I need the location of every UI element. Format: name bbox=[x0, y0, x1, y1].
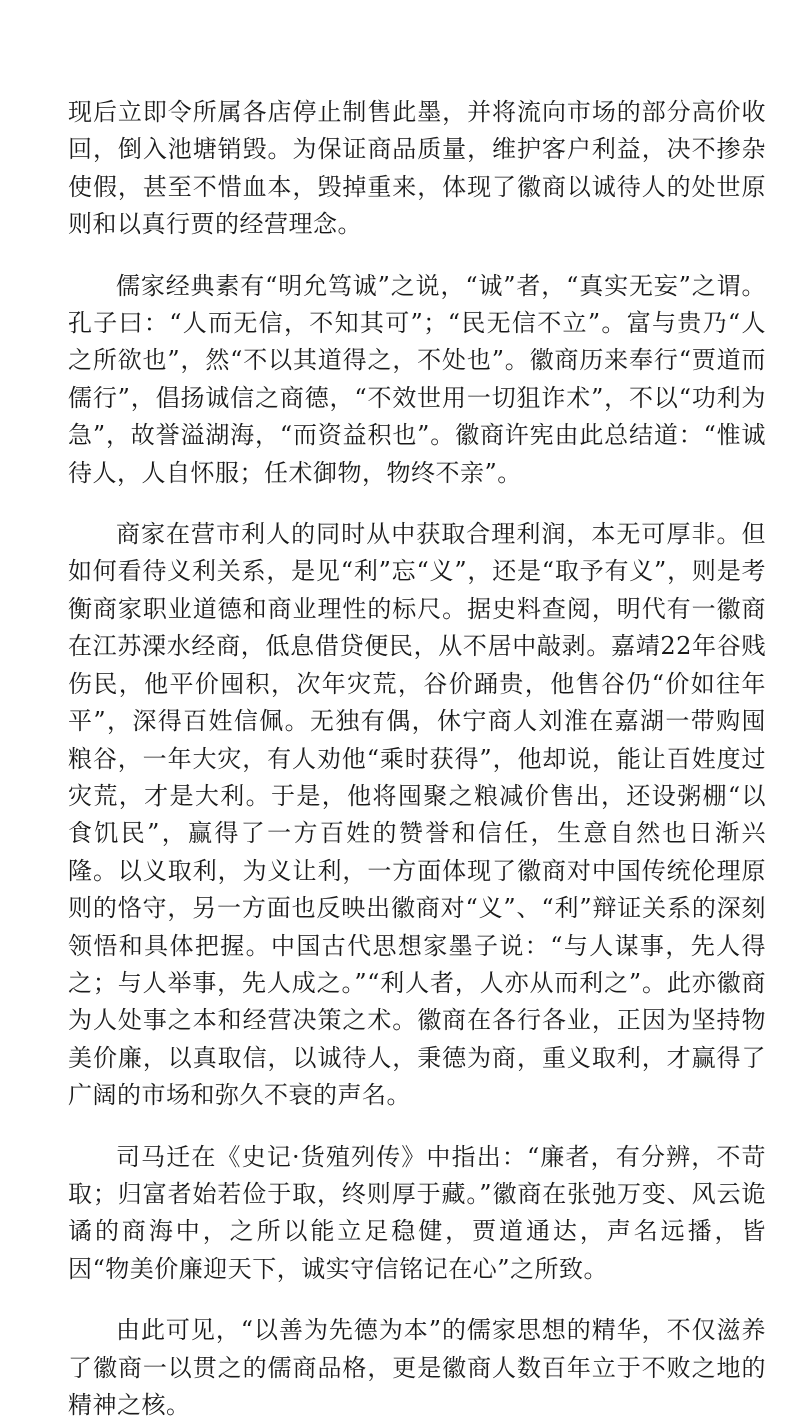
paragraph-continued: 现后立即令所属各店停止制售此墨，并将流向市场的部分高价收回，倒入池塘销毁。为保证商品质量，维护客户利益，决不掺杂使假，甚至不惜血本，毁掉重来，体现了徽商以诚待人的处世原则和以真行贾的经营理念。 bbox=[68, 98, 766, 239]
article-body bbox=[68, 94, 766, 1424]
paragraph-conclusion: 由此可见，“以善为先德为本”的儒家思想的精华，不仅滋养了徽商一以贯之的儒商品格，更是徽商人数百年立于不败之地的精神之核。 bbox=[68, 1316, 766, 1419]
paragraph-confucian-honesty: 儒家经典素有“明允笃诚”之说，“诚”者，“真实无妄”之谓。孔子曰：“人而无信，不知其可”；“民无信不立”。富与贵乃“人之所欲也”，然“不以其道得之，不处也”。徽商历来奉行“贾道而儒行”，倡扬诚信之商德，“不效世用一切狙诈术”，不以“功利为急”，故誉溢湖海，“而资益积也”。徽商许宪由此总结道：“惟诚待人，人自怀服；任术御物，物终不亲”。 bbox=[68, 271, 766, 487]
paragraph-sima-qian: 司马迁在《史记·货殖列传》中指出：“廉者，有分辨，不苛取；归富者始若俭于取，终则厚于藏。”徽商在张弛万变、风云诡谲的商海中，之所以能立足稳健，贾道通达，声名远播，皆因“物美价廉迎天下，诚实守信铭记在心”之所致。 bbox=[68, 1142, 766, 1283]
paragraph-righteousness-profit: 商家在营市利人的同时从中获取合理利润，本无可厚非。但如何看待义利关系，是见“利”忘“义”，还是“取予有义”，则是考衡商家职业道德和商业理性的标尺。据史料查阅，明代有一徽商在江苏溧水经商，低息借贷便民，从不居中敲剥。嘉靖22年谷贱伤民，他平价囤积，次年灾荒，谷价踊贵，他售谷仍“价如往年平”，深得百姓信佩。无独有偶，休宁商人刘淮在嘉湖一带购囤粮谷，一年大灾，有人劝他“乘时获得”，他却说，能让百姓度过灾荒，才是大利。于是，他将囤聚之粮减价售出，还设粥棚“以食饥民”，赢得了一方百姓的赞誉和信任，生意自然也日渐兴隆。以义取利，为义让利，一方面体现了徽商对中国传统伦理原则的恪守，另一方面也反映出徽商对“义”、“利”辩证关系的深刻领悟和具体把握。中国古代思想家墨子说：“与人谋事，先人得之；与人举事，先人成之。”“利人者，人亦从而利之”。此亦徽商为人处事之本和经营决策之术。徽商在各行各业，正因为坚持物美价廉，以真取信，以诚待人，秉德为商，重义取利，才赢得了广阔的市场和弥久不衰的声名。 bbox=[68, 520, 766, 1110]
